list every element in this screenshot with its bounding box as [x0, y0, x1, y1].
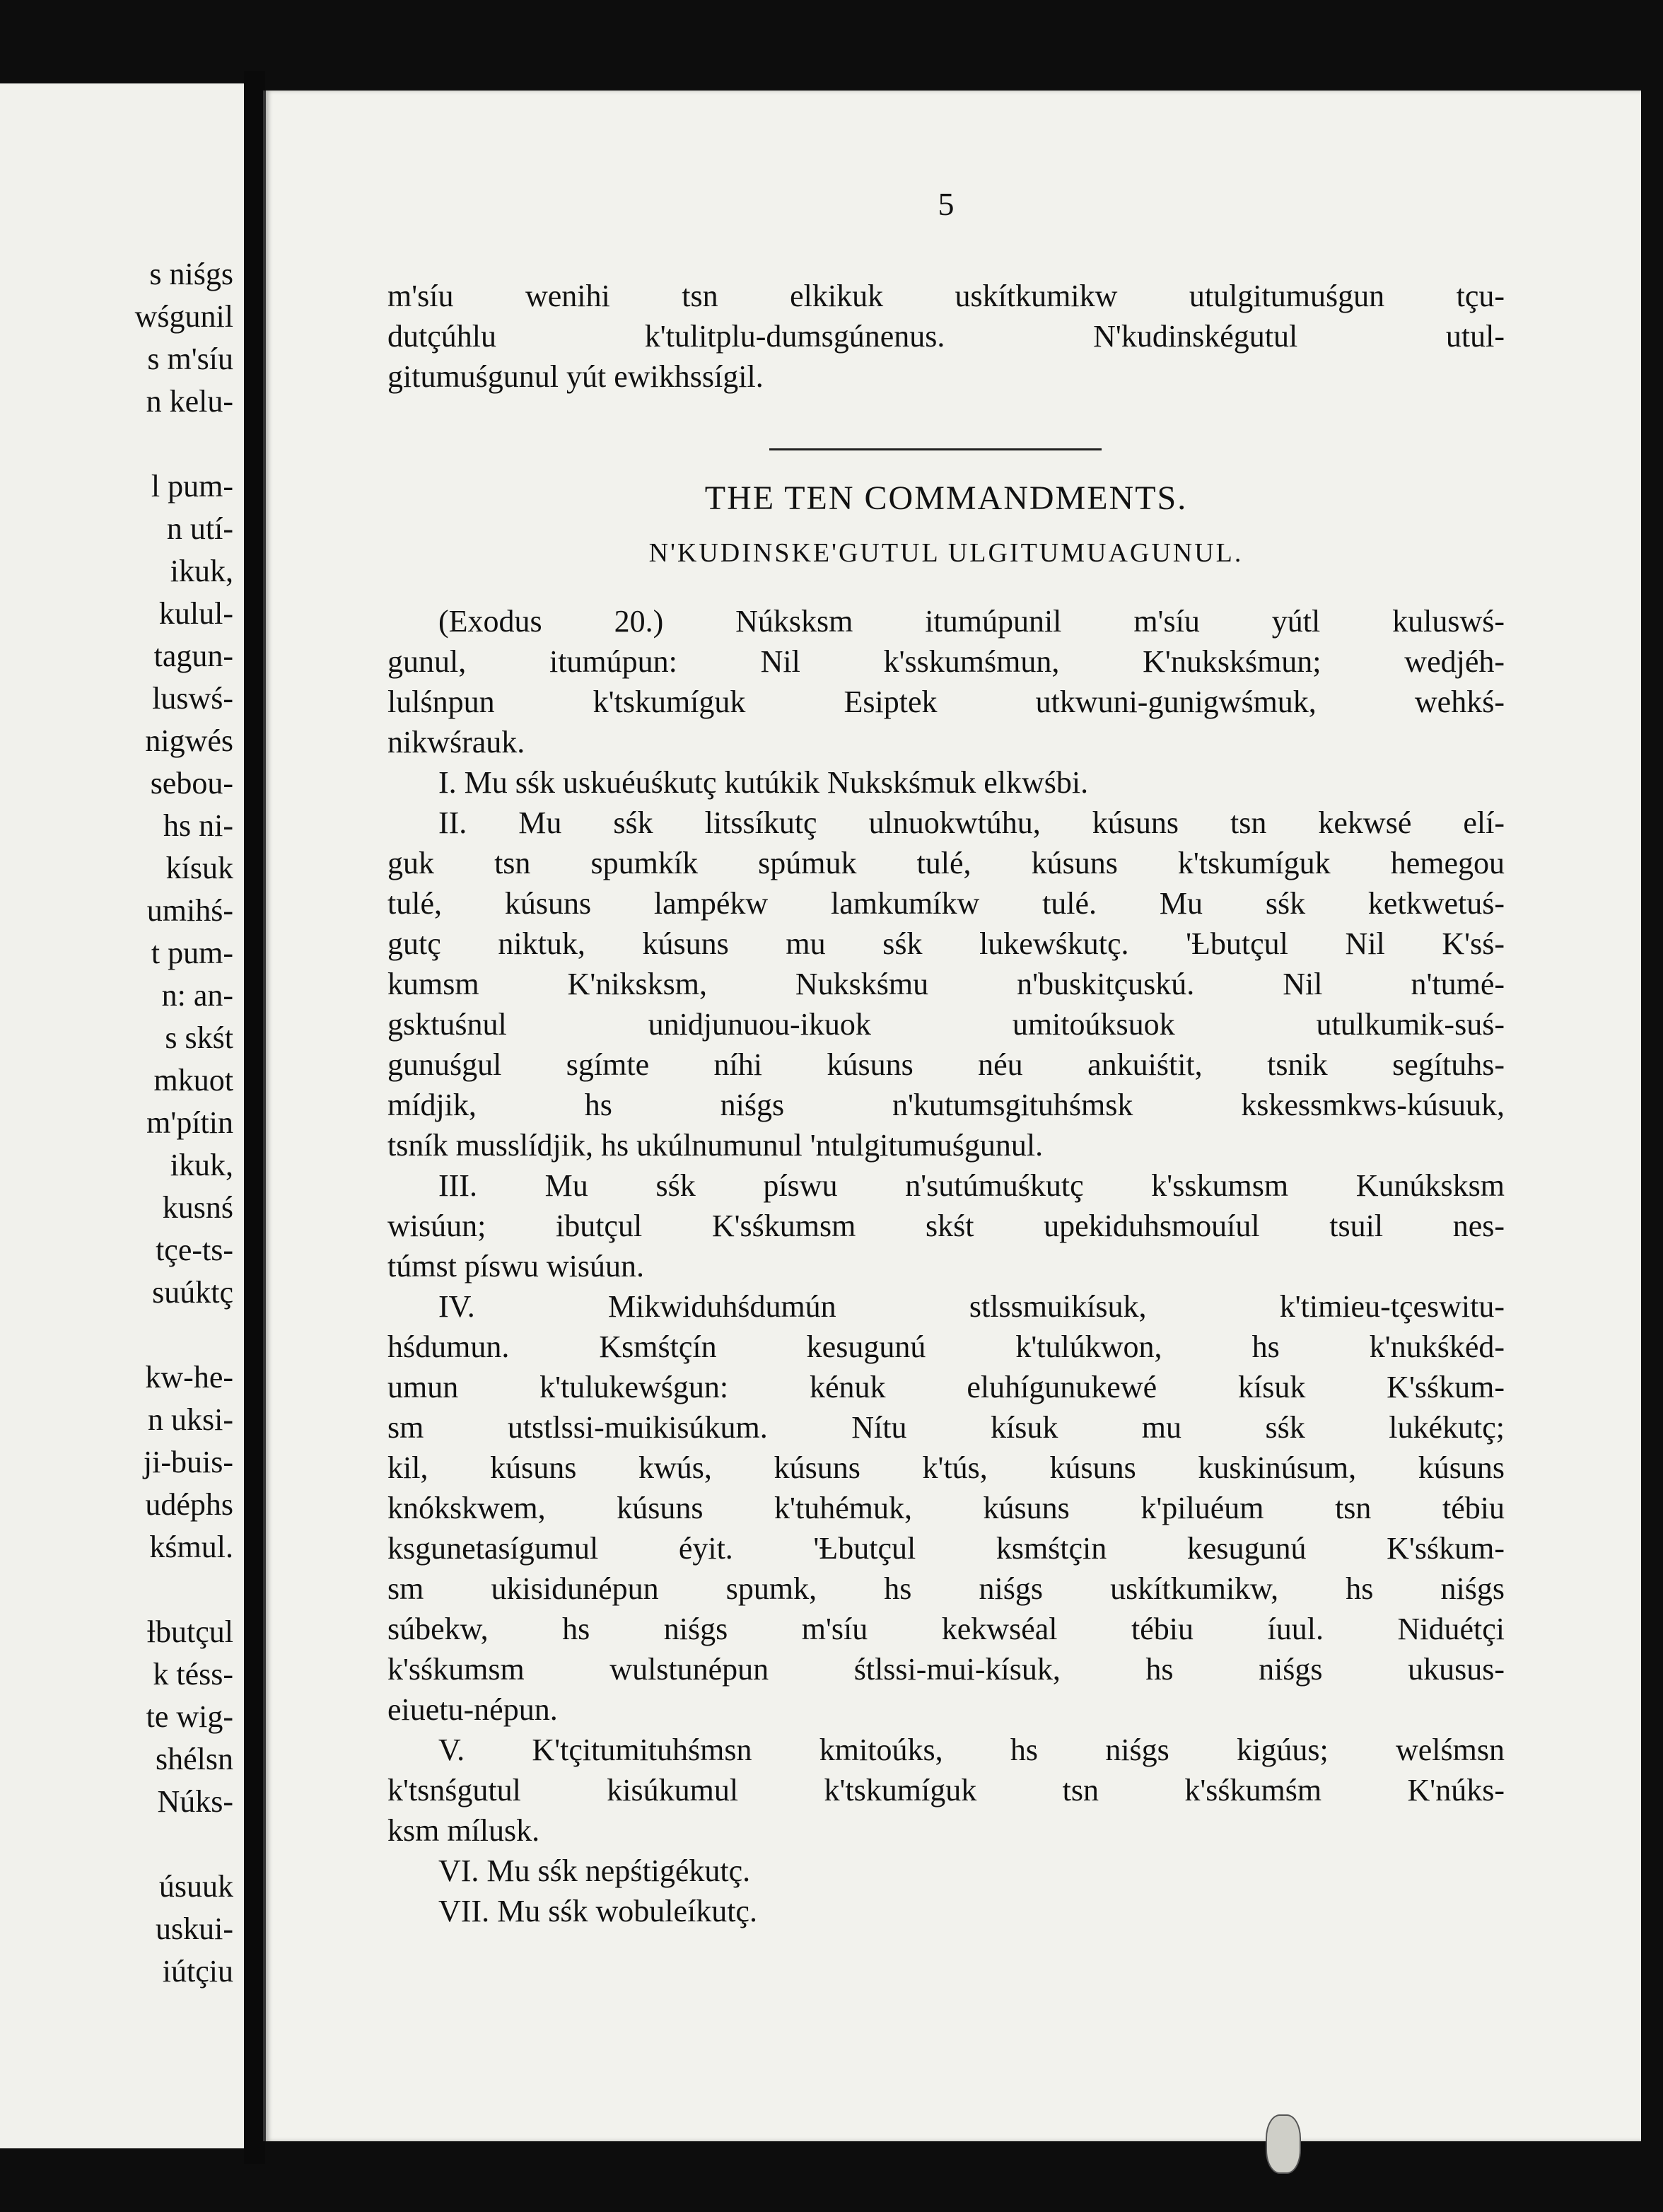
body-line: lulśnpun k'tskumíguk Esiptek utkwuni-gunigwśmuk, wehkś- — [387, 685, 1505, 719]
body-line: VI. Mu sśk nepśtigékutç. — [438, 1853, 751, 1888]
left-page-line — [0, 1568, 233, 1611]
left-page-line: kw-he- — [145, 1360, 233, 1395]
left-page-line: ƚbutçul — [146, 1614, 233, 1649]
left-page-line: l pum- — [151, 469, 233, 503]
left-page-line: sebou- — [150, 766, 233, 801]
intro-line: gitumuśgunul yút ewikhssígil. — [387, 359, 764, 394]
book-gutter — [244, 71, 265, 2164]
page-number: 5 — [938, 186, 955, 222]
left-page-line: luswś- — [152, 681, 233, 716]
body-line: knókskwem, kúsuns k'tuhémuk, kúsuns k'piluéum tsn tébiu — [387, 1491, 1505, 1525]
body-line: mídjik, hs niśgs n'kutumsgituhśmsk kskessmkws-kúsuuk, — [387, 1088, 1505, 1122]
body-line: (Exodus 20.) Núksksm itumúpunil m'síu yútl kuluswś- — [438, 604, 1505, 639]
left-page-line: n utí- — [166, 511, 233, 546]
body-line: túmst píswu wisúun. — [387, 1249, 645, 1283]
left-page-line: n uksi- — [148, 1402, 233, 1437]
commandments-body — [387, 601, 1505, 1931]
library-stamp — [1266, 2114, 1301, 2174]
left-page-line: suúktç — [152, 1275, 233, 1310]
body-line: k'sśkumsm wulstunépun śtlssi-mui-kísuk, hs niśgs ukusus- — [387, 1652, 1505, 1687]
main-page — [263, 91, 1641, 2141]
left-page-line: s m'síu — [147, 342, 233, 376]
left-page-line: kśmul. — [149, 1530, 233, 1564]
left-page-line: umihś- — [146, 893, 233, 928]
left-page-line — [0, 1314, 233, 1356]
left-page-line: ji-buis- — [143, 1445, 233, 1479]
body-line: gutç niktuk, kúsuns mu sśk lukewśkutç. 'Ƚbutçul Nil K'sś- — [387, 926, 1505, 961]
left-page-line — [0, 423, 233, 465]
left-page-line — [0, 1823, 233, 1865]
body-line: eiuetu-népun. — [387, 1692, 558, 1727]
left-page-line: ikuk, — [170, 1148, 233, 1182]
body-line: V. K'tçitumituhśmsn kmitoúks, hs niśgs kigúus; welśmsn — [438, 1733, 1505, 1767]
body-line: gunuśgul sgímte níhi kúsuns néu ankuiśtit, tsnik segítuhs- — [387, 1047, 1505, 1082]
body-line: tsník musslídjik, hs ukúlnumunul 'ntulgitumuśgunul. — [387, 1128, 1044, 1163]
left-page-line: iútçiu — [162, 1954, 233, 1989]
left-page-line: kísuk — [165, 851, 233, 885]
body-line: sm ukisidunépun spumk, hs niśgs uskítkumikw, hs niśgs — [387, 1571, 1505, 1606]
left-page-line: wśgunil — [134, 299, 233, 334]
left-page-line: k téss- — [153, 1657, 233, 1692]
body-line: umun k'tulukewśgun: kénuk eluhígunukewé kísuk K'sśkum- — [387, 1370, 1505, 1404]
body-line: II. Mu sśk litssíkutç ulnuokwtúhu, kúsuns tsn kekwsé elí- — [438, 805, 1505, 840]
left-page-line: t pum- — [151, 936, 233, 970]
left-page-line: Núks- — [157, 1784, 233, 1819]
body-line: kil, kúsuns kwús, kúsuns k'tús, kúsuns kuskinúsum, kúsuns — [387, 1450, 1505, 1485]
left-page-fragment — [0, 83, 246, 2148]
left-page-line: te wig- — [146, 1699, 233, 1734]
intro-line: dutçúhlu k'tulitplu-dumsgúnenus. N'kudinskégutul utul- — [387, 319, 1505, 354]
body-line: ksgunetasígumul éyit. 'Ƚbutçul ksmśtçin kesugunú K'sśkum- — [387, 1531, 1505, 1566]
body-line: kumsm K'niksksm, Nukskśmu n'buskitçuskú. Nil n'tumé- — [387, 967, 1505, 1001]
body-line: hśdumun. Ksmśtçín kesugunú k'tulúkwon, hs k'nukśkéd- — [387, 1329, 1505, 1364]
left-page-line: shélsn — [156, 1742, 233, 1776]
left-page-line: n kelu- — [146, 384, 233, 419]
left-page-line: s niśgs — [149, 257, 233, 291]
left-page-line: m'pítin — [146, 1105, 233, 1140]
left-page-line: nigwés — [145, 723, 233, 758]
left-page-line: udéphs — [145, 1487, 233, 1522]
body-line: sm utstlssi-muikisúkum. Nítu kísuk mu sśk lukékutç; — [387, 1410, 1505, 1445]
left-page-text — [0, 253, 233, 1993]
body-line: III. Mu sśk píswu n'sutúmuśkutç k'sskumsm Kunúksksm — [438, 1168, 1505, 1203]
left-page-line: úsuuk — [158, 1869, 233, 1904]
left-page-line: hs ni- — [163, 808, 233, 843]
body-line: wisúun; ibutçul K'sśkumsm skśt upekiduhsmouíul tsuil nes- — [387, 1209, 1505, 1243]
body-line: súbekw, hs niśgs m'síu kekwséal tébiu íuul. Niduétçi — [387, 1612, 1505, 1646]
body-line: I. Mu sśk uskuéuśkutç kutúkik Nukskśmuk elkwśbi. — [438, 765, 1089, 800]
body-line: IV. Mikwiduhśdumún stlssmuikísuk, k'timieu-tçeswitu- — [438, 1289, 1505, 1324]
body-line: tulé, kúsuns lampékw lamkumíkw tulé. Mu sśk ketkwetuś- — [387, 886, 1505, 921]
left-page-line: mkuot — [153, 1063, 233, 1098]
left-page-line: kulul- — [158, 596, 233, 631]
section-rule — [769, 448, 1102, 450]
body-line: guk tsn spumkík spúmuk tulé, kúsuns k'tskumíguk hemegou — [387, 846, 1505, 880]
body-line: nikwśrauk. — [387, 725, 525, 759]
left-page-line: tagun- — [153, 639, 233, 673]
left-page-line: n: an- — [161, 978, 233, 1013]
heading-english: THE TEN COMMANDMENTS. — [704, 479, 1188, 517]
body-line: gunul, itumúpun: Nil k'sskumśmun, K'nukskśmun; wedjéh- — [387, 644, 1505, 679]
left-page-line: kusnś — [162, 1190, 233, 1225]
intro-paragraph — [387, 276, 1505, 397]
body-line: k'tsnśgutul kisúkumul k'tskumíguk tsn k'sśkumśm K'núks- — [387, 1773, 1505, 1808]
body-line: ksm mílusk. — [387, 1813, 540, 1848]
left-page-line: tçe-ts- — [156, 1233, 233, 1267]
intro-line: m'síu wenihi tsn elkikuk uskítkumikw utulgitumuśgun tçu- — [387, 279, 1505, 313]
heading-native: N'KUDINSKE'GUTUL ULGITUMUAGUNUL. — [648, 538, 1244, 568]
left-page-line: ikuk, — [170, 554, 233, 588]
body-line: VII. Mu sśk wobuleíkutç. — [438, 1894, 757, 1928]
left-page-line: uskui- — [156, 1911, 233, 1946]
body-line: gsktuśnul unidjunuou-ikuok umitoúksuok utulkumik-suś- — [387, 1007, 1505, 1042]
left-page-line: s skśt — [165, 1020, 233, 1055]
